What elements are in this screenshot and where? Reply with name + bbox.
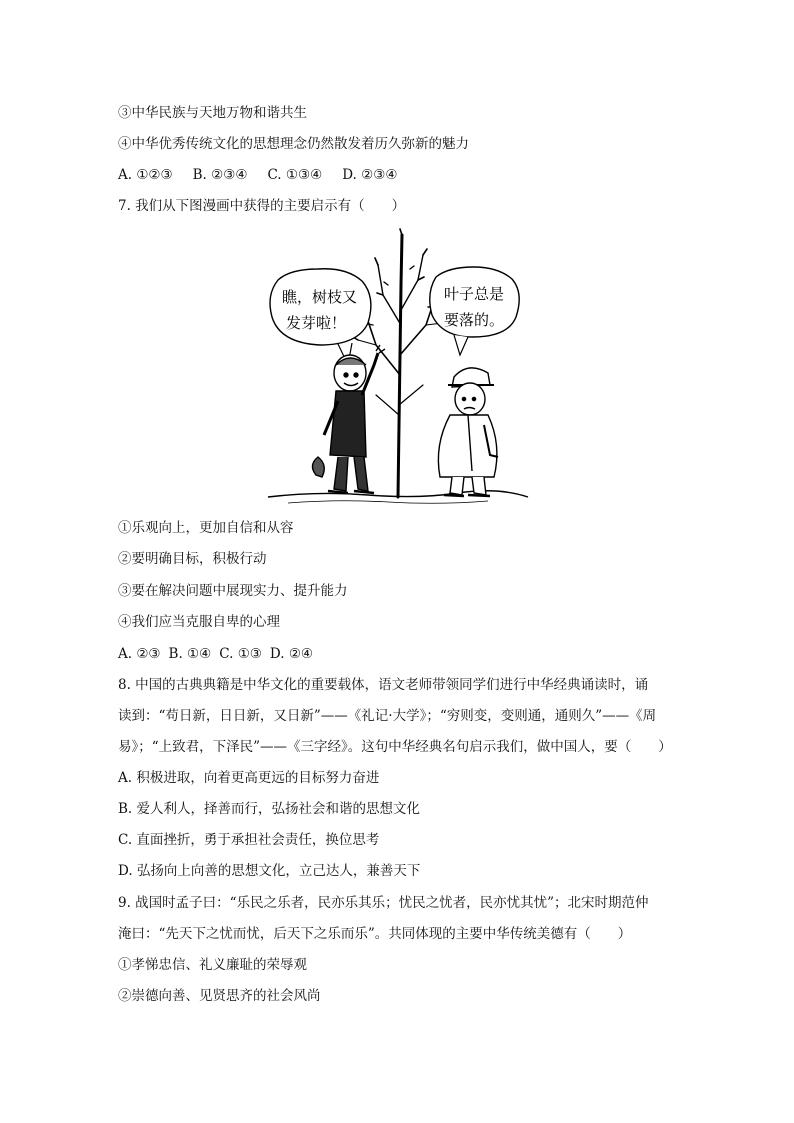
left-speech-bubble: [270, 269, 371, 365]
q8-stem-line-2: 读到：“苟日新，日日新，又日新”——《礼记·大学》；“穷则变，变则通，通则久”——《周: [118, 708, 657, 724]
q9-item-1: ①孝悌忠信、礼义廉耻的荣辱观: [118, 957, 307, 973]
q8-stem-line-3: 易》；“上致君，下泽民”——《三字经》。这句中华经典名句启示我们，做中国人，要（ ）: [118, 739, 672, 755]
q6-option-c: C. ①③④: [267, 167, 323, 183]
right-bubble-line-1: 叶子总是: [444, 285, 505, 303]
q6-option-d: D. ②③④: [342, 167, 398, 183]
pessimistic-figure: [438, 368, 498, 496]
q8-option-a: A. 积极进取，向着更高更远的目标努力奋进: [118, 770, 380, 786]
q7-options: [118, 645, 678, 663]
left-bubble-line-2: 发芽啦！: [286, 314, 347, 332]
q6-option-a: A. ①②③: [118, 167, 173, 183]
q8-option-d: D. 弘扬向上向善的思想文化，立己达人，兼善天下: [118, 863, 421, 879]
q7-option-c: C. ①③: [219, 646, 262, 662]
q7-option-b: B. ①④: [168, 646, 212, 662]
optimistic-figure: [312, 345, 385, 493]
right-bubble-line-2: 要落的。: [444, 311, 505, 329]
q7-stem: 7. 我们从下图漫画中获得的主要启示有（ ）: [118, 198, 406, 214]
q9-stem-line-2: 淹曰：“先天下之忧而忧，后天下之乐而乐”。共同体现的主要中华传统美德有（ ）: [118, 926, 632, 942]
q8-stem-line-1: 8. 中国的古典典籍是中华文化的重要载体，语文老师带领同学们进行中华经典诵读时，诵: [118, 677, 649, 693]
q7-option-a: A. ②③: [118, 646, 161, 662]
q7-item-2: ②要明确目标，积极行动: [118, 551, 267, 567]
q6-item-4: ④中华优秀传统文化的思想理念仍然散发着历久弥新的魅力: [118, 136, 469, 152]
q9-stem-line-1: 9. 战国时孟子曰：“乐民之乐者，民亦乐其乐；忧民之忧者，民亦忧其忧”；北宋时期范仲: [118, 895, 649, 911]
tree-drawing: [353, 229, 448, 497]
q9-item-2: ②崇德向善、见贤思齐的社会风尚: [118, 988, 321, 1004]
q7-item-4: ④我们应当克服自卑的心理: [118, 614, 280, 630]
q7-option-d: D. ②④: [269, 646, 314, 662]
q7-item-1: ①乐观向上，更加自信和从容: [118, 520, 294, 536]
cartoon-illustration: [258, 225, 538, 507]
q8-option-c: C. 直面挫折，勇于承担社会责任，换位思考: [118, 832, 380, 848]
q7-item-3: ③要在解决问题中展现实力、提升能力: [118, 583, 348, 599]
right-speech-bubble: [430, 267, 519, 355]
q6-option-b: B. ②③④: [192, 167, 248, 183]
q8-option-b: B. 爱人利人，择善而行，弘扬社会和谐的思想文化: [118, 801, 421, 817]
q6-options: [118, 166, 678, 184]
left-bubble-line-1: 瞧，树枝又: [282, 288, 358, 306]
q6-item-3: ③中华民族与天地万物和谐共生: [118, 105, 307, 121]
